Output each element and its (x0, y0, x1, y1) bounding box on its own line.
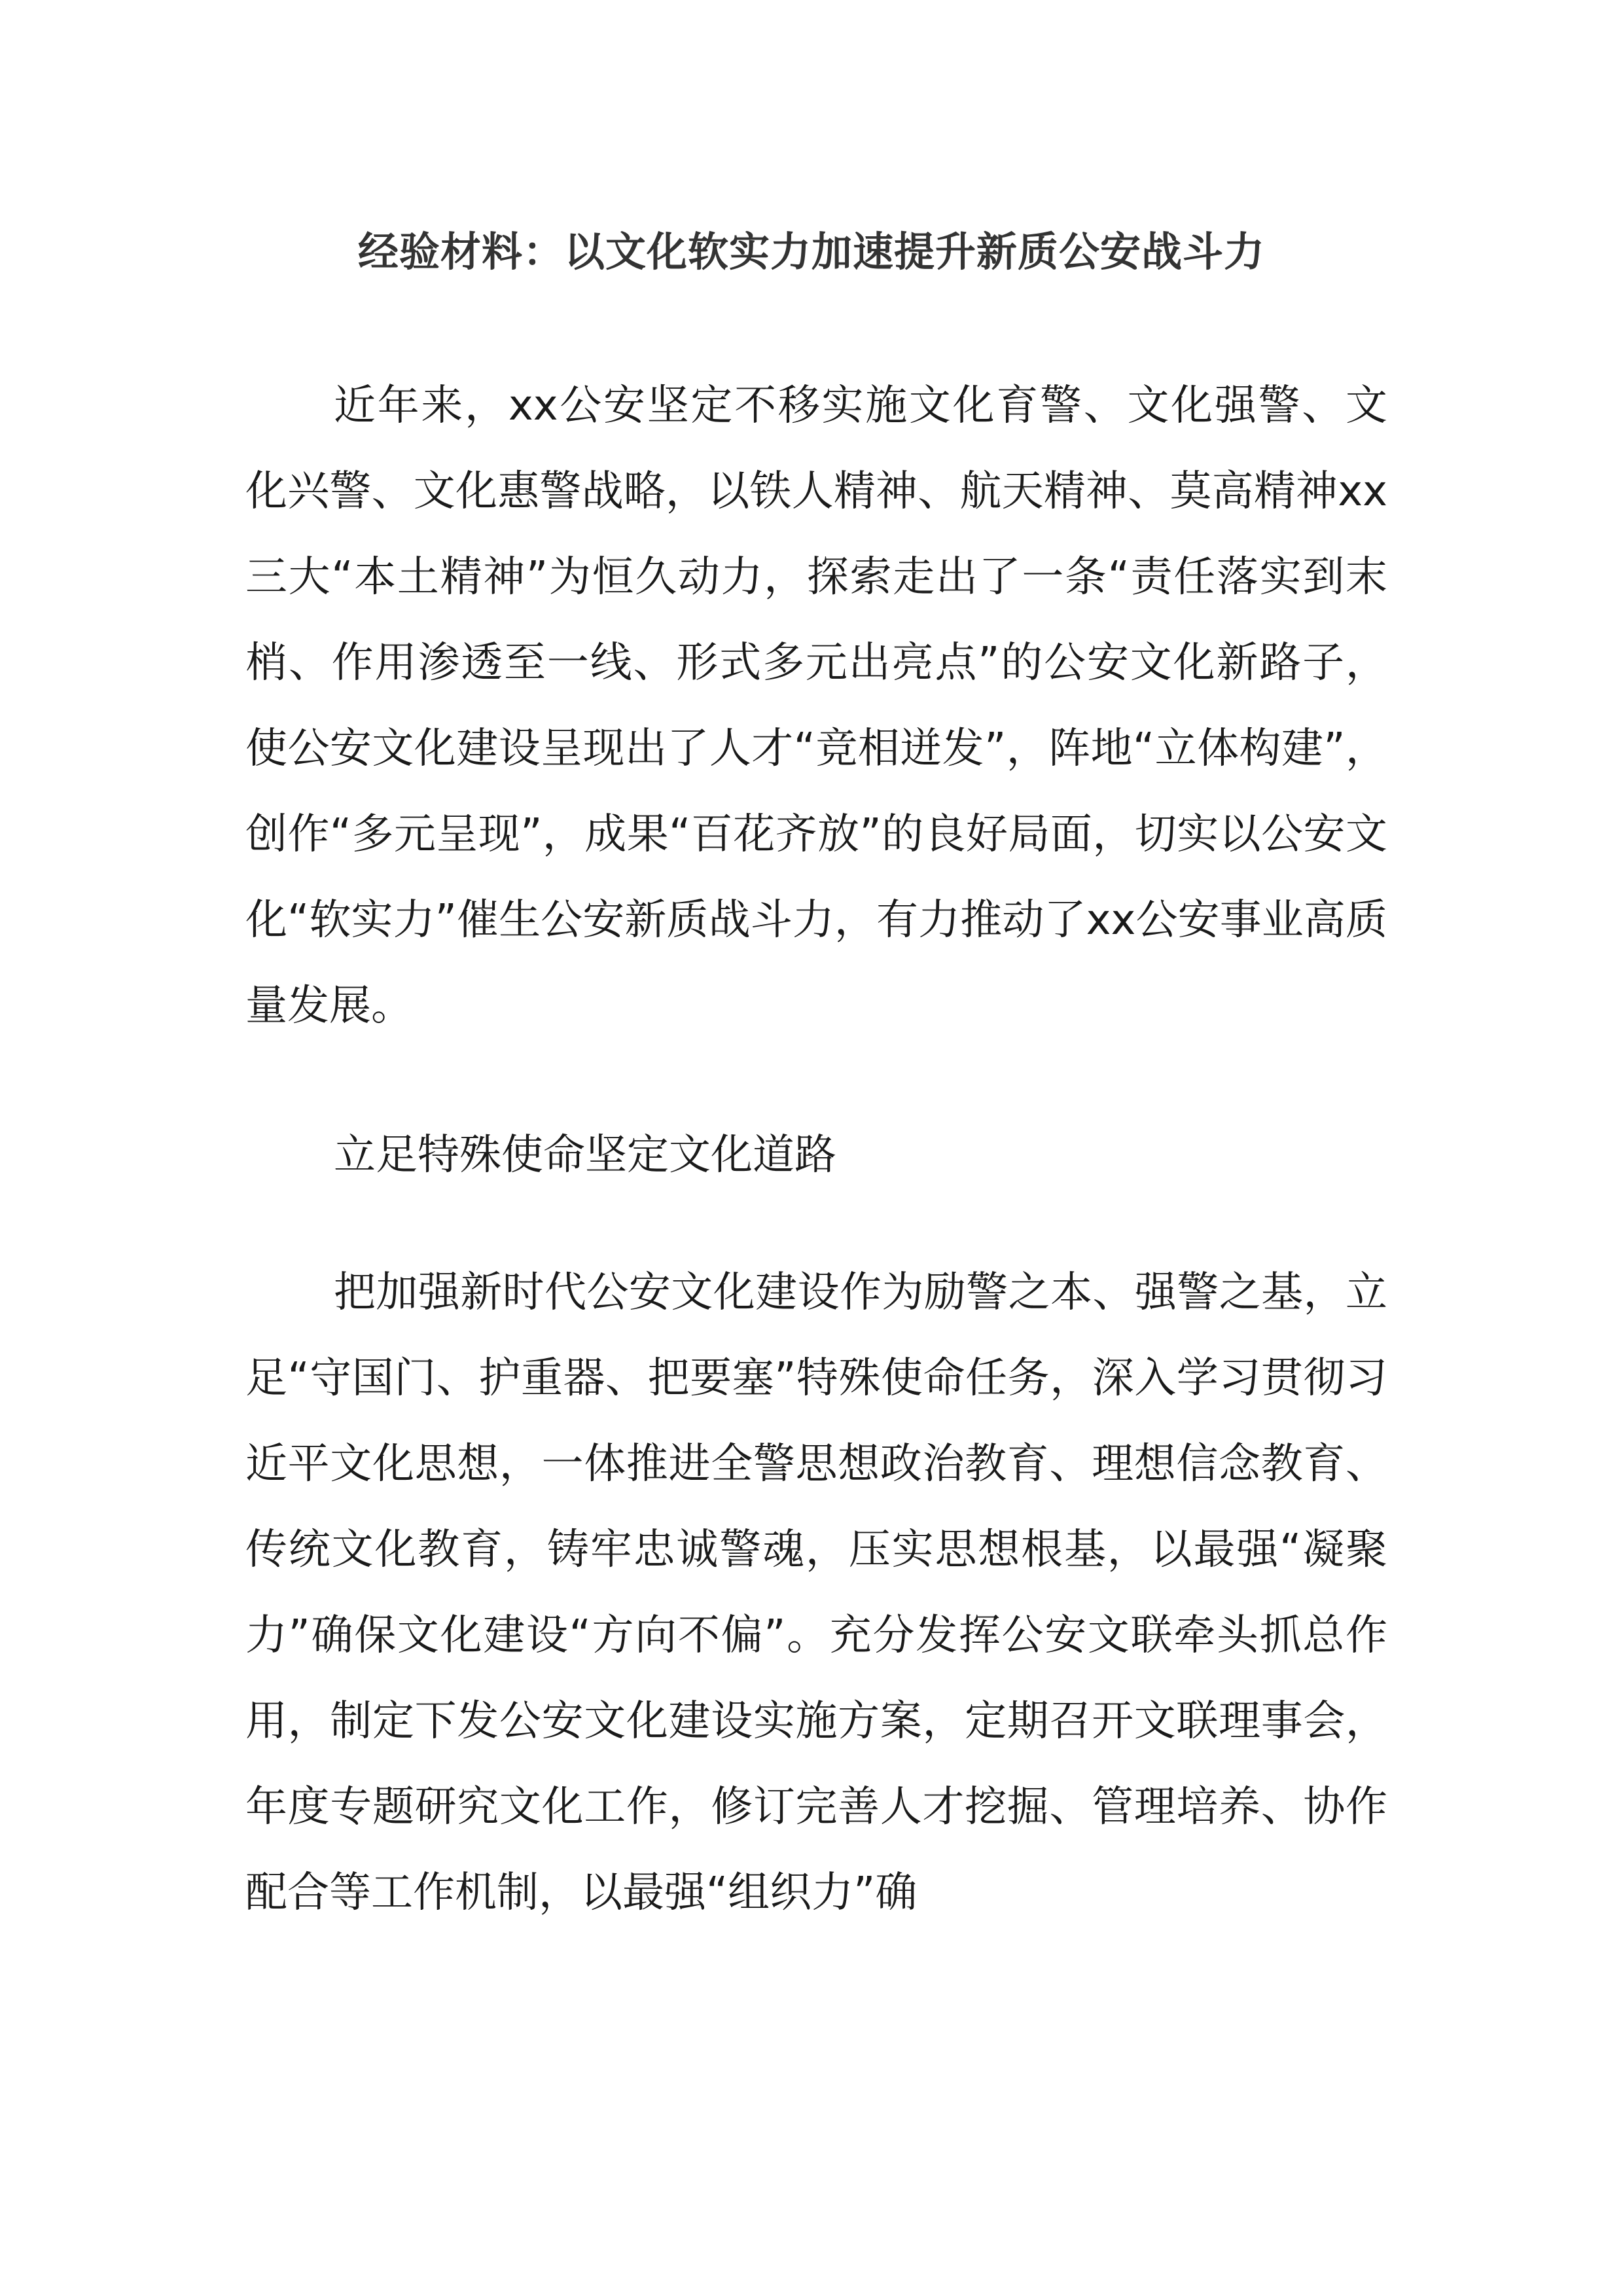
paragraph-body: 把加强新时代公安文化建设作为励警之本、强警之基，立足“守国门、护重器、把要塞”特殊使命任务，深入学习贯彻习近平文化思想，一体推进全警思想政治教育、理想信念教育、传统文化教育，铸牢忠诚警魂，压实思想根基，以最强“凝聚力”确保文化建设“方向不偏”。充分发挥公安文联牵头抓总作用，制定下发公安文化建设实施方案，定期召开文联理事会，年度专题研究文化工作，修订完善人才挖掘、管理培养、协作配合等工作机制，以最强“组织力”确 (245, 1268, 1387, 1917)
document-title: 经验材料：以文化软实力加速提升新质公安战斗力 (357, 228, 1265, 276)
paragraph-intro: 近年来，xx公安坚定不移实施文化育警、文化强警、文化兴警、文化惠警战略，以铁人精神、航天精神、莫高精神xx三大“本土精神”为恒久动力，探索走出了一条“责任落实到末梢、作用渗透至一线、形式多元出亮点”的公安文化新路子，使公安文化建设呈现出了人才“竞相迸发”，阵地“立体构建”，创作“多元呈现”，成果“百花齐放”的良好局面，切实以公安文化“软实力”催生公安新质战斗力，有力推动了xx公安事业高质量发展。 (245, 382, 1387, 1030)
section-heading: 立足特殊使命坚定文化道路 (334, 1131, 836, 1179)
